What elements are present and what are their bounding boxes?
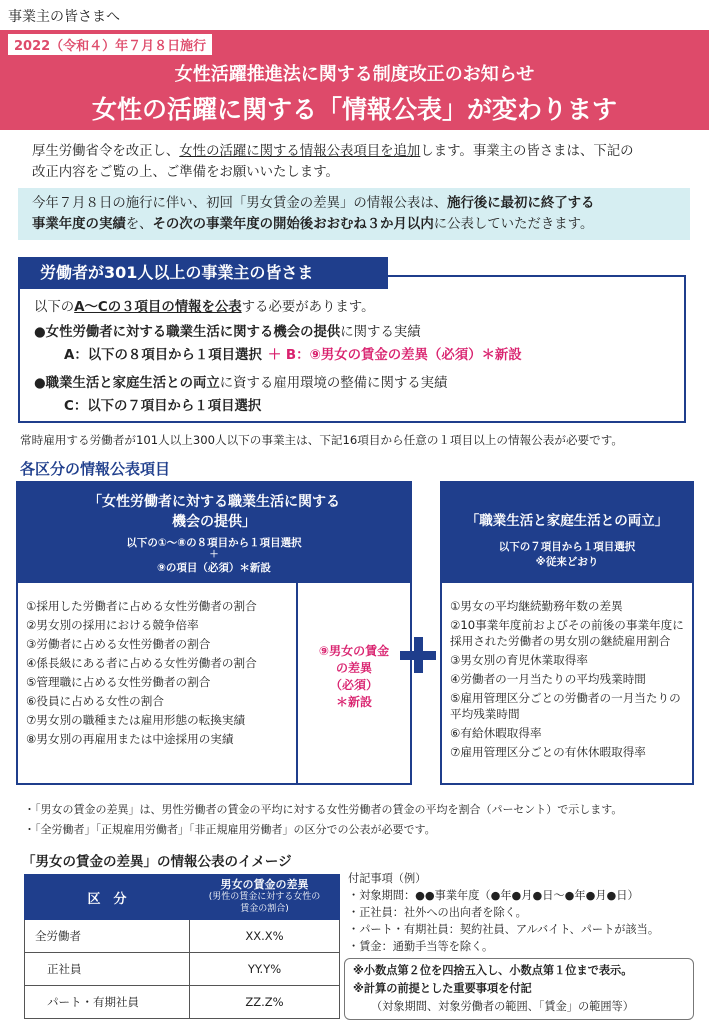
list-item: ①採用した労働者に占める女性労働者の割合	[26, 599, 257, 613]
date-label: 2022（令和４）年７月８日施行	[8, 34, 212, 55]
list-item: ⑤管理職に占める女性労働者の割合	[26, 675, 211, 689]
left-panel-header: 「女性労働者に対する職業生活に関する 機会の提供」 以下の①～⑧の８項目から１項目選択 ＋ ⑨の項目（必須）＊新設	[18, 483, 410, 583]
right-panel-items	[450, 598, 688, 763]
header-subtitle: 女性活躍推進法に関する制度改正のお知らせ	[174, 64, 535, 85]
table-row: 正社員 YY.Y%	[25, 953, 340, 986]
list-item: ⑦雇用管理区分ごとの有休休暇取得率	[450, 745, 646, 759]
mid-note: 常時雇用する労働者が101人以上300人以下の事業主は、下記16項目から任意の１項目以上の情報公表が必要です。	[20, 433, 623, 447]
footnotes: ・「男女の賃金の差異」は、男性労働者の賃金の平均に対する女性労働者の賃金の平均を割合（パーセント）で示します。 ・「全労働者」「正規雇用労働者」「非正規雇用労働者」の区分での公表が必要です。	[24, 803, 623, 836]
plus-icon	[398, 635, 438, 675]
right-panel-header: 「職業生活と家庭生活との両立」 以下の７項目から１項目選択 ※従来どおり	[442, 483, 692, 583]
item9-block: ⑨男女の賃金 の差異 （必須） ＊新設	[318, 644, 390, 709]
list-item: ③男女別の育児休業取得率	[450, 653, 588, 667]
notice-box: 今年７月８日の施行に伴い、初回「男女賃金の差異」の情報公表は、施行後に最初に終了する 事業年度の実績を、その次の事業年度の開始後おおむね３か月以内に公表していただきます。	[18, 188, 690, 240]
intro-text: 厚生労働省令を改正し、女性の活躍に関する情報公表項目を追加します。事業主の皆さまは、下記の 改正内容をご覧の上、ご準備をお願いいたします。	[32, 144, 634, 180]
list-item: ④係長級にある者に占める女性労働者の割合	[26, 656, 257, 670]
col-header-category: 区 分	[25, 875, 190, 920]
list-item: ③労働者に占める女性労働者の割合	[26, 637, 211, 651]
list-item: ②男女別の採用における競争倍率	[26, 618, 199, 632]
list-item: ⑥役員に占める女性の割合	[26, 694, 164, 708]
addressee: 事業主の皆さまへ	[8, 9, 120, 25]
table-row: 全労働者 XX.X%	[25, 920, 340, 953]
wage-table	[24, 874, 340, 1019]
list-item: ⑦男女別の職種または雇用形態の転換実績	[26, 713, 246, 727]
notes-panel: 付記事項（例） ・対象期間：●●事業年度（●年●月●日～●年●月●日） ・正社員：社外への出向者を除く。 ・パート・有期社員：契約社員、アルバイト、パートが該当。 ・賃金：通勤手当等を除く。	[348, 872, 660, 953]
list-item: ⑥有給休暇取得率	[450, 726, 542, 740]
section-title: 各区分の情報公表項目	[20, 460, 171, 478]
col-header-wage: 男女の賃金の差異 (男性の賃金に対する女性の 賃金の割合)	[190, 875, 340, 920]
header-banner	[0, 30, 709, 130]
table-row: パート・有期社員 ZZ.Z%	[25, 986, 340, 1019]
image-section-title: 「男女の賃金の差異」の情報公表のイメージ	[22, 854, 292, 870]
list-item: ④労働者の一月当たりの平均残業時間	[450, 672, 646, 686]
list-item: ⑧男女別の再雇用または中途採用の実績	[26, 732, 234, 746]
left-panel	[16, 481, 412, 785]
left-panel-items	[26, 598, 288, 750]
page-title: 女性の活躍に関する「情報公表」が変わります	[91, 95, 617, 124]
list-item: ⑤雇用管理区分ごとの労働者の一月当たりの平均残業時間	[450, 691, 681, 721]
large-employers-content: 以下のA～Cの３項目の情報を公表する必要があります。 ●女性労働者に対する職業生活に関する機会の提供に関する実績 A：以下の８項目から１項目選択 ＋ B：⑨男女の賃金の差異（必須）＊新設 ●職業生活と家庭生活との両立に資する雇用環境の整備に関する実績 C：以下の７項目から１項目選択	[34, 300, 522, 414]
large-employers-tab: 労働者が301人以上の事業主の皆さま	[18, 257, 388, 289]
list-item: ①男女の平均継続勤務年数の差異	[450, 599, 623, 613]
notes-box: ※小数点第２位を四捨五入し、小数点第１位まで表示。 ※計算の前提とした重要事項を付記 （対象期間、対象労働者の範囲、「賃金」の範囲等）	[344, 958, 694, 1020]
list-item: ②10事業年度前およびその前後の事業年度に採用された労働者の男女別の継続雇用割合	[450, 618, 684, 648]
right-panel	[440, 481, 694, 785]
